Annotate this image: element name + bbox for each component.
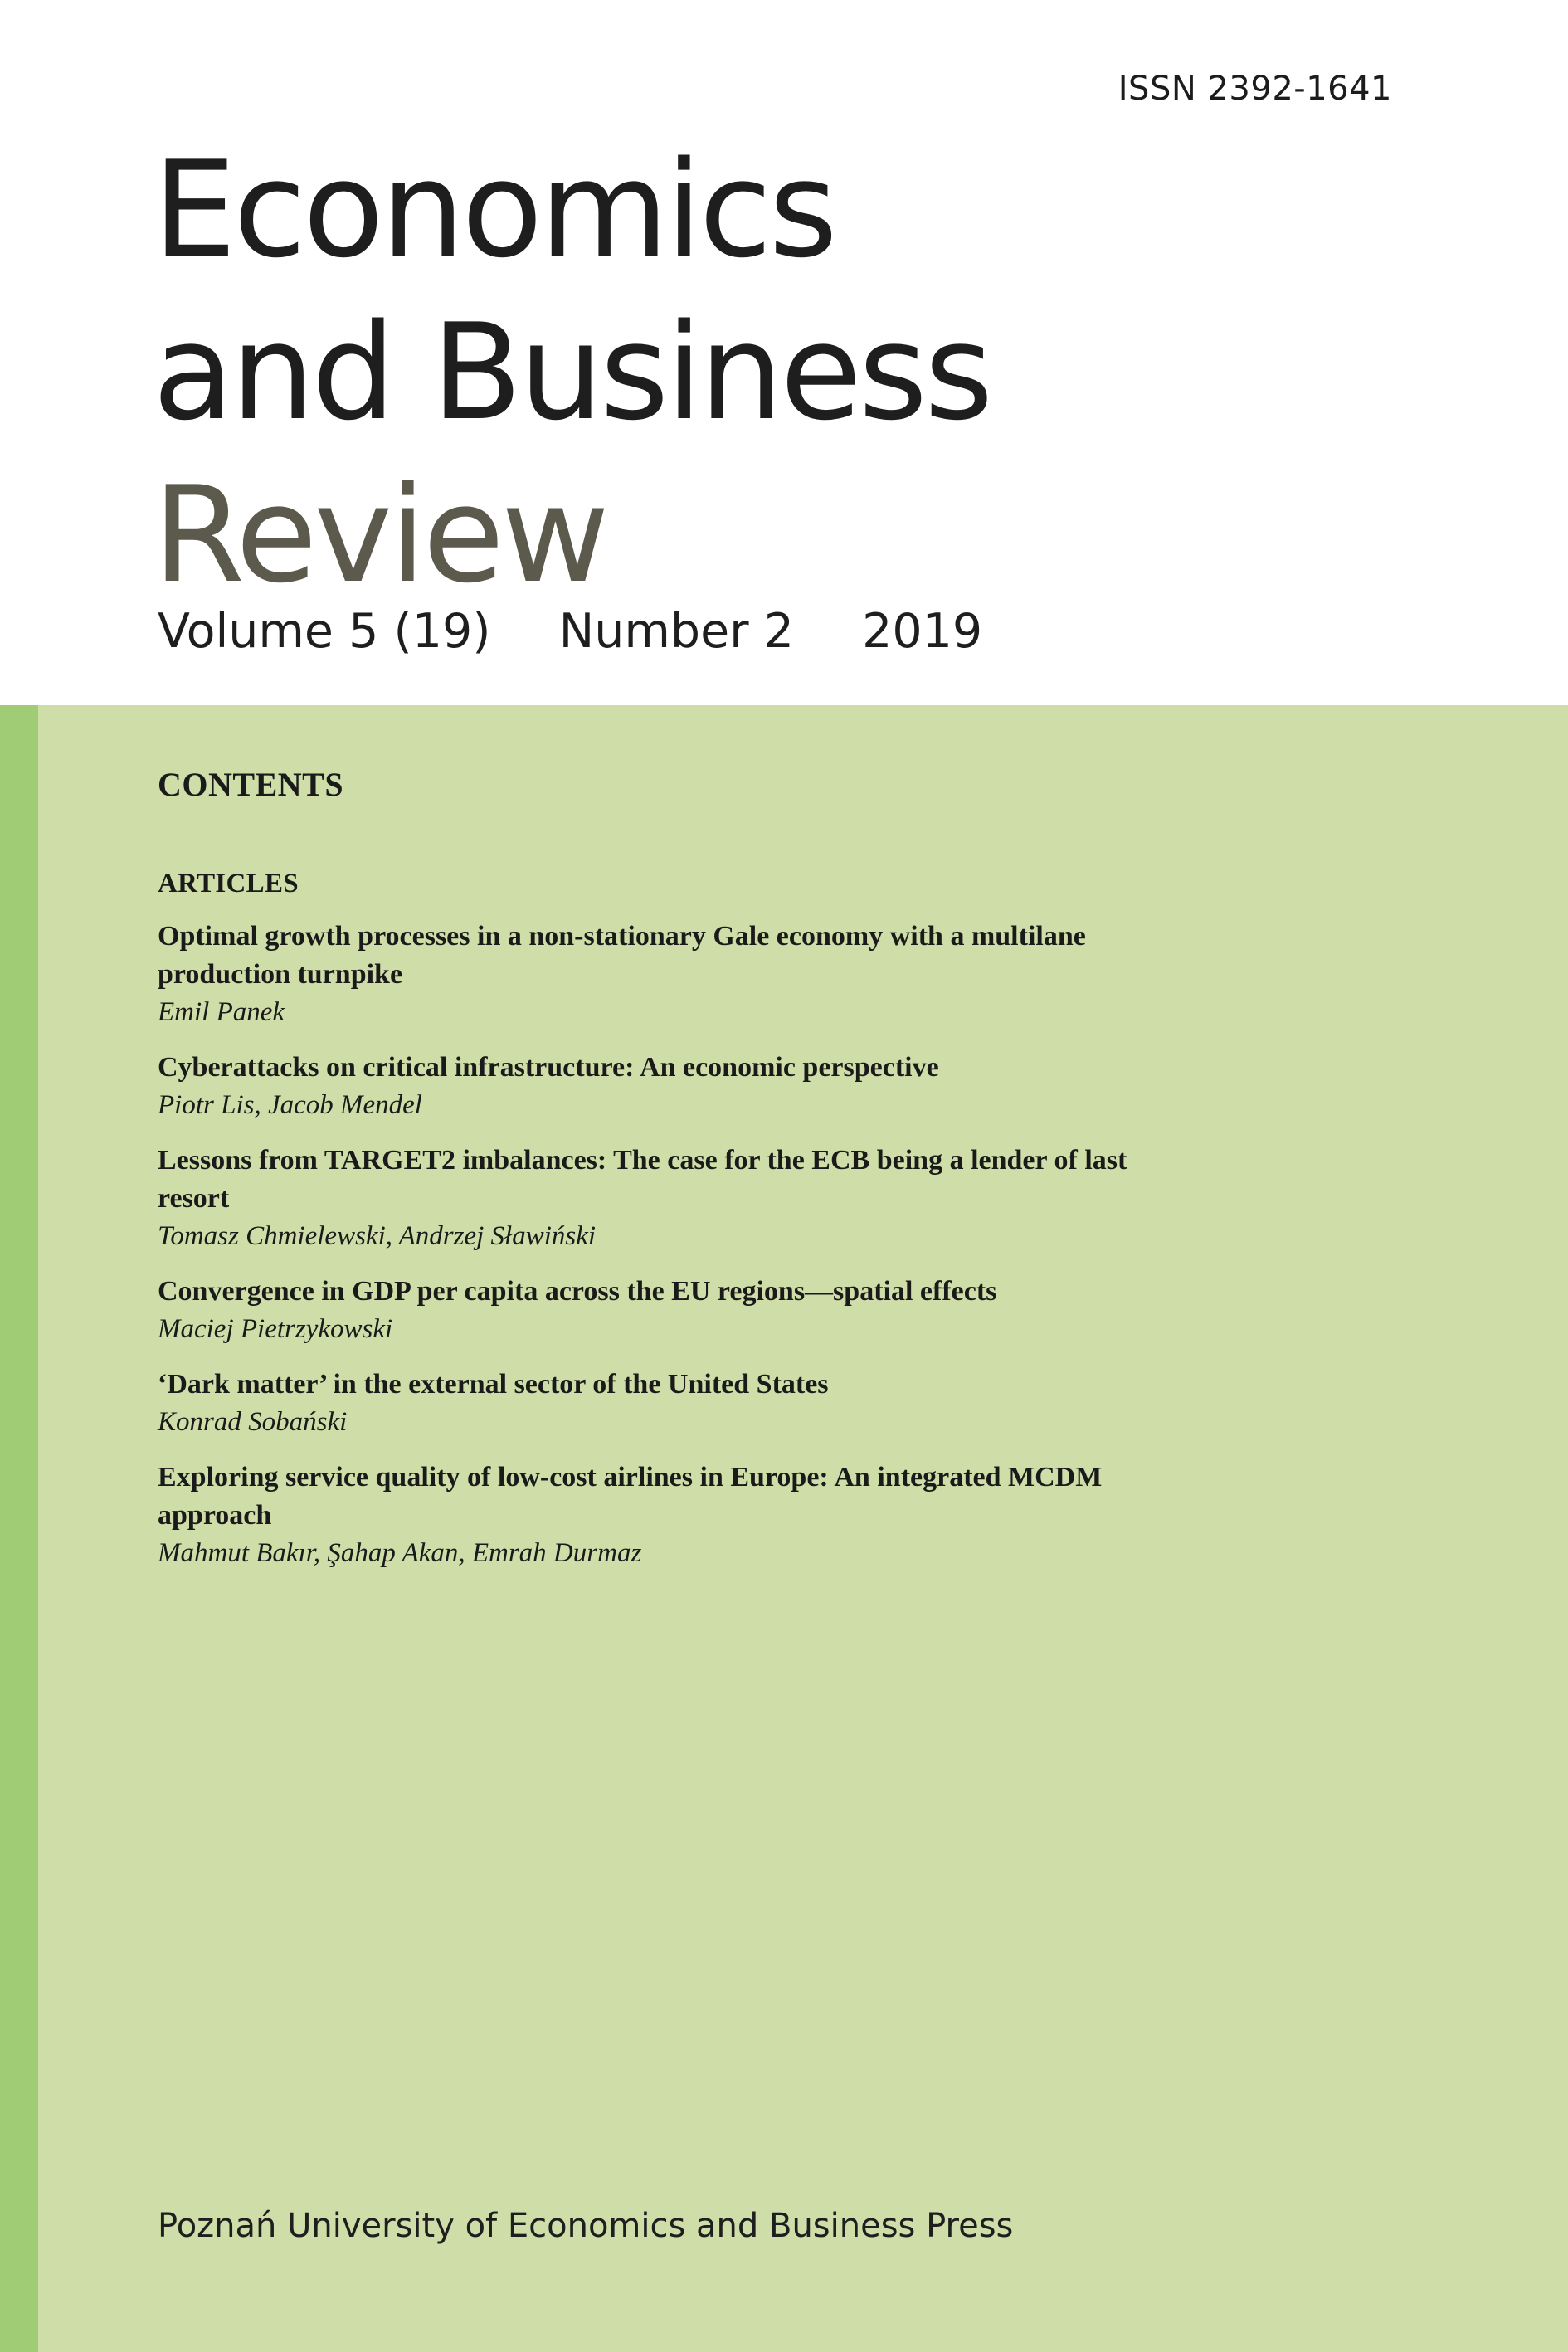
article-authors: Maciej Pietrzykowski	[158, 1314, 393, 1344]
journal-title-line-3: Review	[153, 457, 606, 612]
article-entry[interactable]	[158, 1142, 1195, 1254]
journal-title	[153, 129, 990, 616]
article-title[interactable]: ‘Dark matter’ in the external sector of the United States	[158, 1369, 829, 1400]
article-entry[interactable]	[158, 918, 1195, 1030]
article-authors: Tomasz Chmielewski, Andrzej Sławiński	[158, 1221, 597, 1251]
article-entry[interactable]	[158, 1273, 1195, 1347]
article-title[interactable]: Optimal growth processes in a non-stationary Gale economy with a multilane production turnpike	[158, 921, 1086, 990]
article-title[interactable]: Cyberattacks on critical infrastructure: An economic perspective	[158, 1052, 939, 1083]
journal-title-line-1: Economics	[153, 132, 835, 287]
contents-heading: CONTENTS	[158, 766, 344, 803]
article-authors: Emil Panek	[158, 997, 285, 1027]
issn-label: ISSN 2392-1641	[1118, 70, 1392, 108]
article-authors: Konrad Sobański	[158, 1407, 348, 1437]
article-entry[interactable]	[158, 1458, 1195, 1571]
issue-year: 2019	[862, 604, 983, 659]
article-entry[interactable]	[158, 1366, 1195, 1440]
article-entry[interactable]	[158, 1049, 1195, 1123]
issue-info	[158, 604, 982, 659]
issue-number: Number 2	[558, 604, 794, 659]
articles-section-heading: ARTICLES	[158, 869, 299, 898]
article-title[interactable]: Exploring service quality of low-cost airlines in Europe: An integrated MCDM approach	[158, 1462, 1103, 1531]
accent-stripe	[0, 705, 38, 2352]
issue-volume: Volume 5 (19)	[158, 604, 491, 659]
journal-title-line-2: and Business	[153, 295, 991, 450]
cover-header	[0, 0, 1568, 705]
article-title[interactable]: Lessons from TARGET2 imbalances: The case for the ECB being a lender of last resort	[158, 1145, 1127, 1214]
table-of-contents	[158, 765, 1195, 1590]
publisher-name: Poznań University of Economics and Business Press	[158, 2207, 1014, 2245]
article-title[interactable]: Convergence in GDP per capita across the EU regions—spatial effects	[158, 1276, 997, 1307]
article-authors: Mahmut Bakır, Şahap Akan, Emrah Durmaz	[158, 1538, 642, 1568]
article-authors: Piotr Lis, Jacob Mendel	[158, 1090, 422, 1120]
